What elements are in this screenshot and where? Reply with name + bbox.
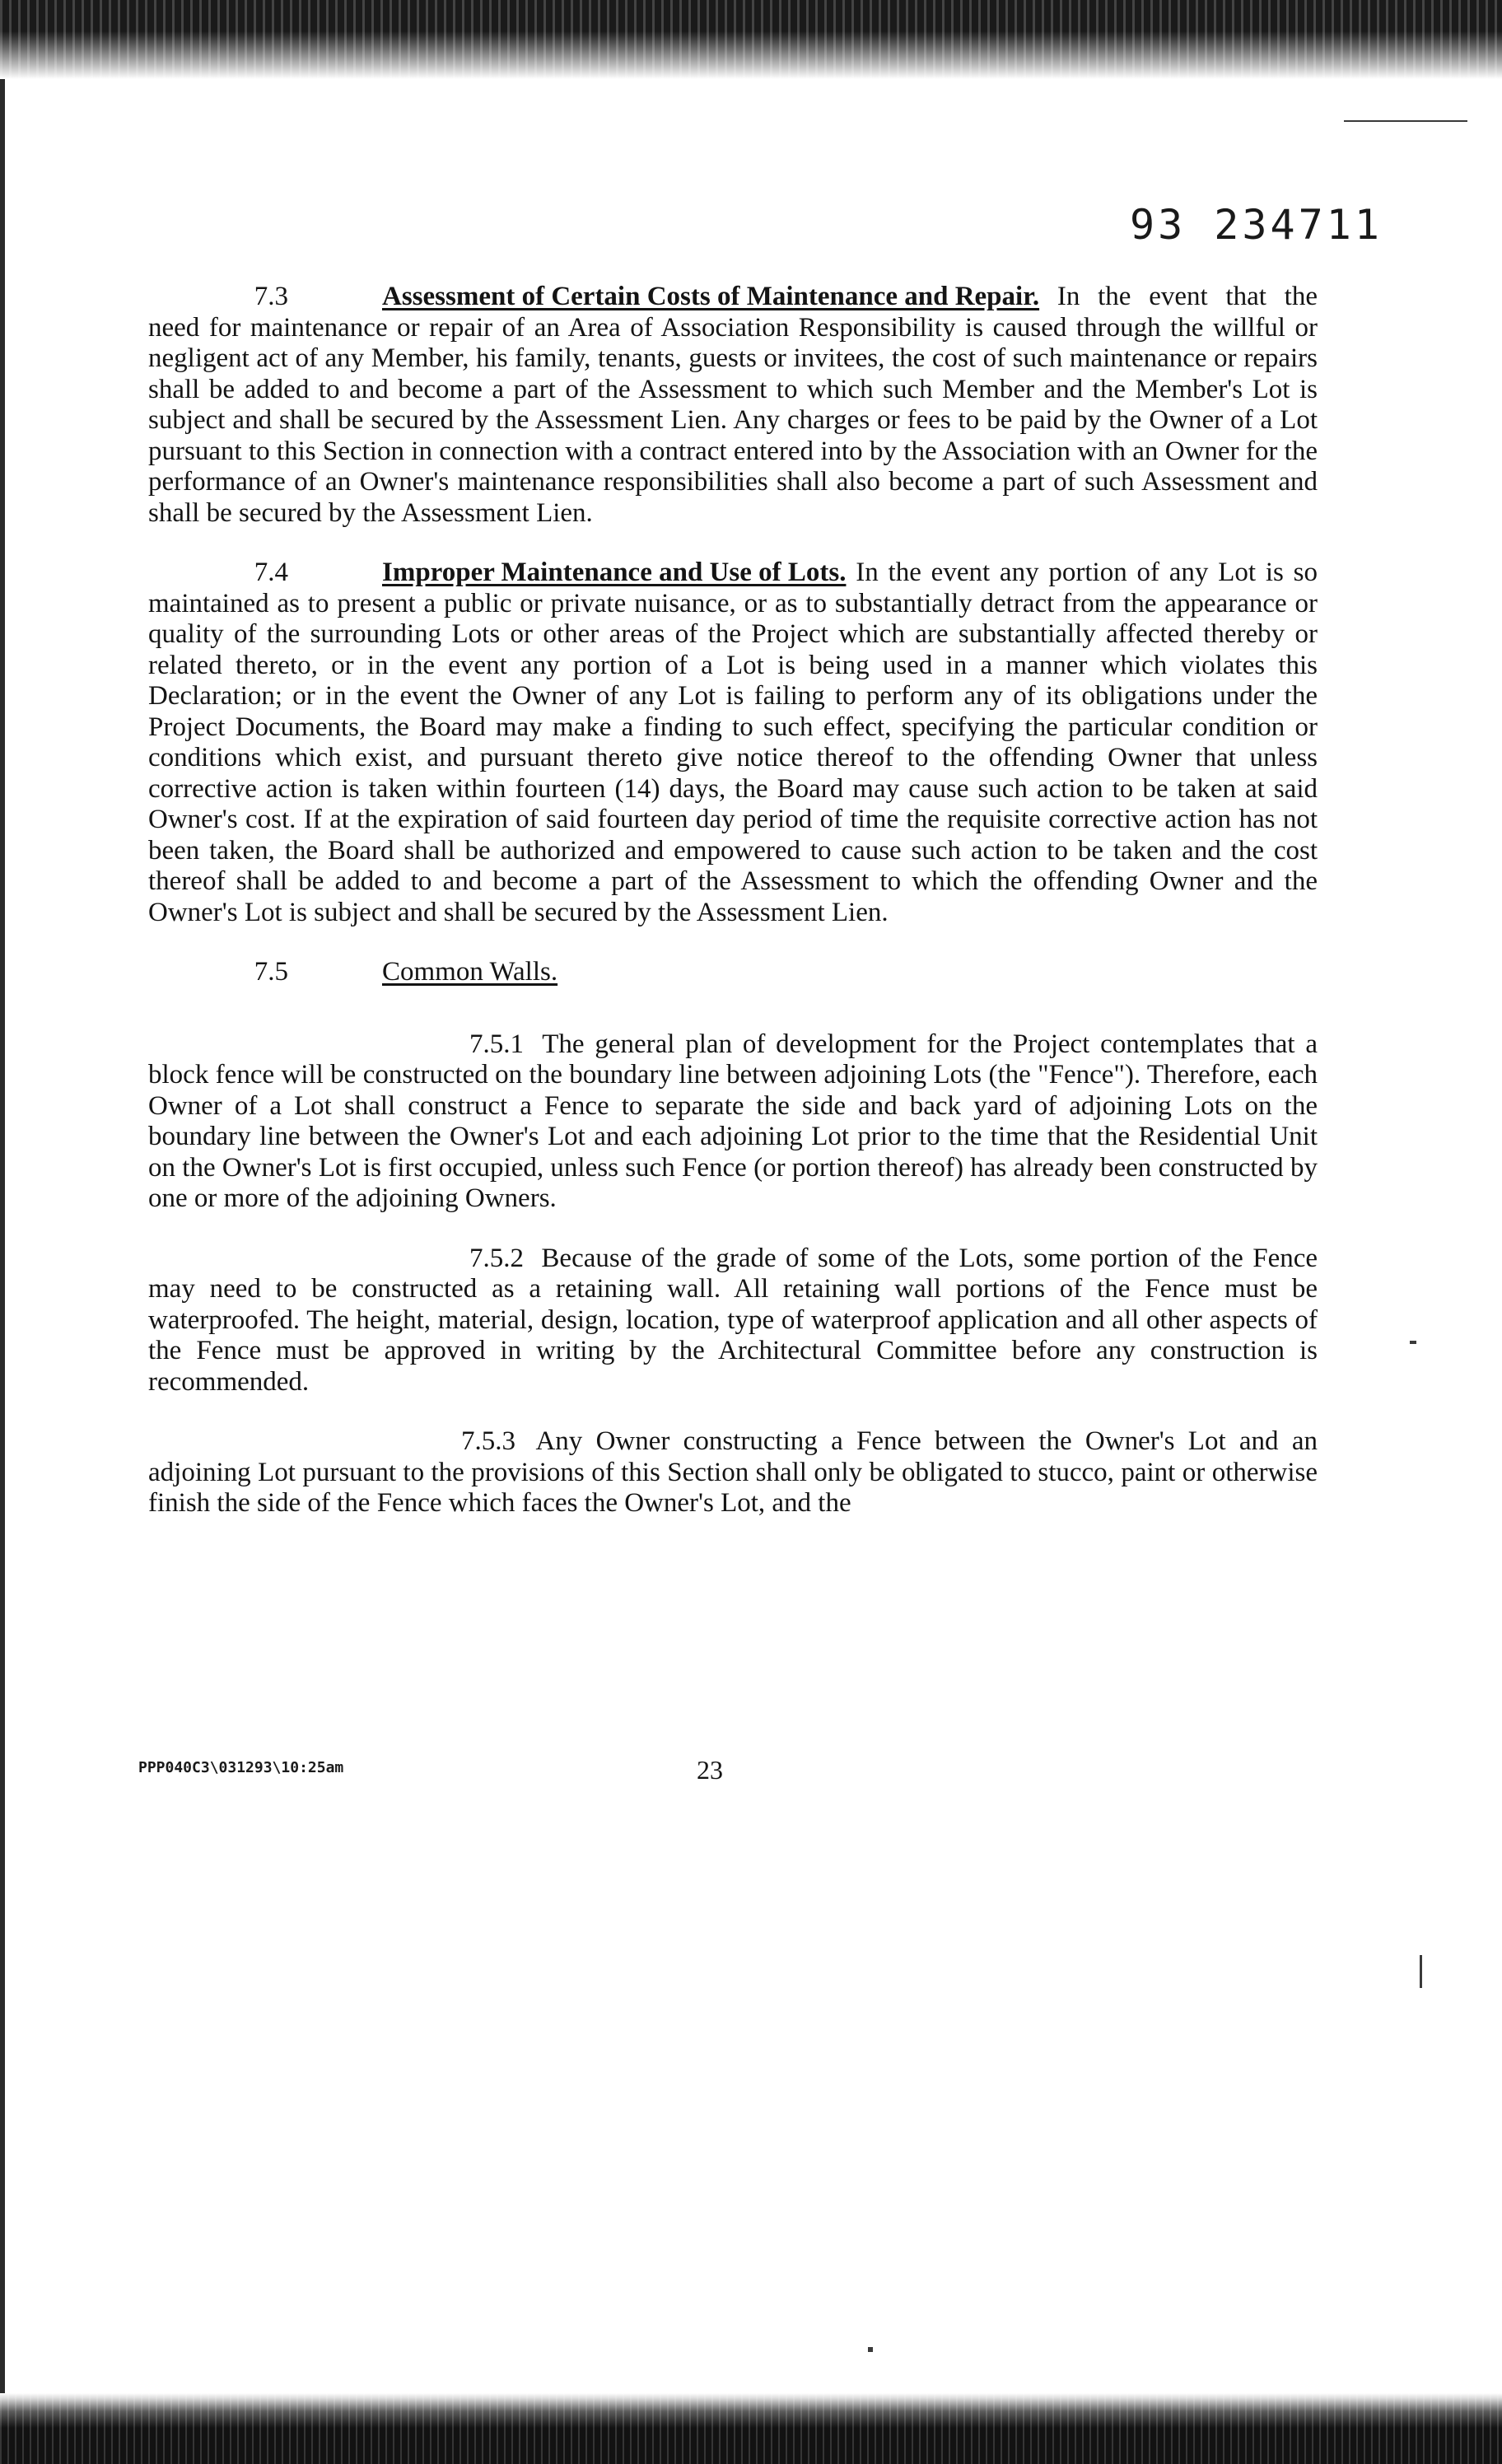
section-number: 7.3 — [254, 282, 288, 311]
subsection-number: 7.5.2 — [469, 1243, 524, 1273]
subsection-number: 7.5.1 — [469, 1029, 524, 1059]
document-number: 93 234711 — [1130, 201, 1383, 249]
section-heading: Common Walls. — [382, 957, 558, 987]
scan-speck — [1344, 120, 1467, 122]
section-text: In the event that the need for maintenance or repair of an Area of Association Responsibility is caused through the willful or negligent act of any Member, his family, tenants, guests or invitees, the cost of such maintenance or repairs shall be added to and become a part of the Assessment to which such Member and the Member's Lot is subject and shall be secured by the Assessment Lien. Any charges or fees to be paid by the Owner of a Lot pursuant to this Section in connection with a contract entered into by the Association with an Owner for the performance of an Owner's maintenance responsibilities shall also become a part of such Assessment and shall be secured by the Assessment Lien. — [148, 282, 1318, 528]
section-text: In the event any portion of any Lot is so maintained as to present a public or private nuisance, or as to substantially detract from the appearance or quality of the surrounding Lots or other areas of the Project which are substantially affected thereby or related thereto, or in the event any portion of a Lot is being used in a manner which violates this Declaration; or in the event the Owner of any Lot is failing to perform any of its obligations under the Project Documents, the Board may make a finding to such effect, specifying the particular condition or conditions which exist, and pursuant thereto give notice thereof to the offending Owner that unless corrective action is taken within fourteen (14) days, the Board may cause such action to be taken at said Owner's cost. If at the expiration of said fourteen day period of time the requisite corrective action has not been taken, the Board shall be authorized and empowered to cause such action to be taken and the cost thereof shall be added to and become a part of the Assessment to which the offending Owner and the Owner's Lot is subject and shall be secured by the Assessment Lien. — [148, 558, 1318, 927]
subsection-text: The general plan of development for the Project contemplates that a block fence will be constructed on the boundary line between adjoining Lots (the "Fence"). Therefore, each Owner of a Lot shall construct a Fence to separate the side and back yard of adjoining Lots on the boundary line between the Owner's Lot and each adjoining Lot prior to the time that the Residential Unit on the Owner's Lot is first occupied, unless such Fence (or portion thereof) has already been constructed by one or more of the adjoining Owners. — [148, 1029, 1318, 1213]
subsection-number: 7.5.3 — [461, 1426, 515, 1456]
section-heading: Improper Maintenance and Use of Lots. — [382, 558, 847, 587]
scan-speck — [868, 2347, 873, 2352]
subsection-text: Because of the grade of some of the Lots, some portion of the Fence may need to be constructed as a retaining wall. All retaining wall portions of the Fence must be waterproofed. The height, material, design, location, type of waterproof application and all other aspects of the Fence must be approved in writing by the Architectural Committee before any construction is recommended. — [148, 1243, 1318, 1397]
section-7-4 — [148, 558, 1318, 928]
subsection-7-5-2 — [148, 1244, 1318, 1398]
scan-border-top — [0, 0, 1502, 79]
subsection-7-5-3 — [148, 1426, 1318, 1519]
page-number: 23 — [697, 1755, 723, 1785]
document-body — [148, 282, 1318, 1548]
scan-border-bottom — [0, 2393, 1502, 2464]
section-number: 7.4 — [254, 558, 288, 587]
footer-file-code: PPP040C3\031293\10:25am — [138, 1759, 344, 1776]
subsection-7-5-1 — [148, 1029, 1318, 1215]
scan-speck — [1420, 1955, 1422, 1988]
scan-border-left — [0, 79, 5, 2393]
scan-speck — [1410, 1341, 1416, 1344]
section-heading: Assessment of Certain Costs of Maintenance and Repair. — [382, 282, 1040, 311]
section-7-5 — [148, 957, 1318, 988]
section-number: 7.5 — [254, 957, 288, 987]
section-7-3 — [148, 282, 1318, 529]
subsection-text: Any Owner constructing a Fence between the Owner's Lot and an adjoining Lot pursuant to the provisions of this Section shall only be obligated to stucco, paint or otherwise finish the side of the Fence which faces the Owner's Lot, and the — [148, 1426, 1318, 1518]
